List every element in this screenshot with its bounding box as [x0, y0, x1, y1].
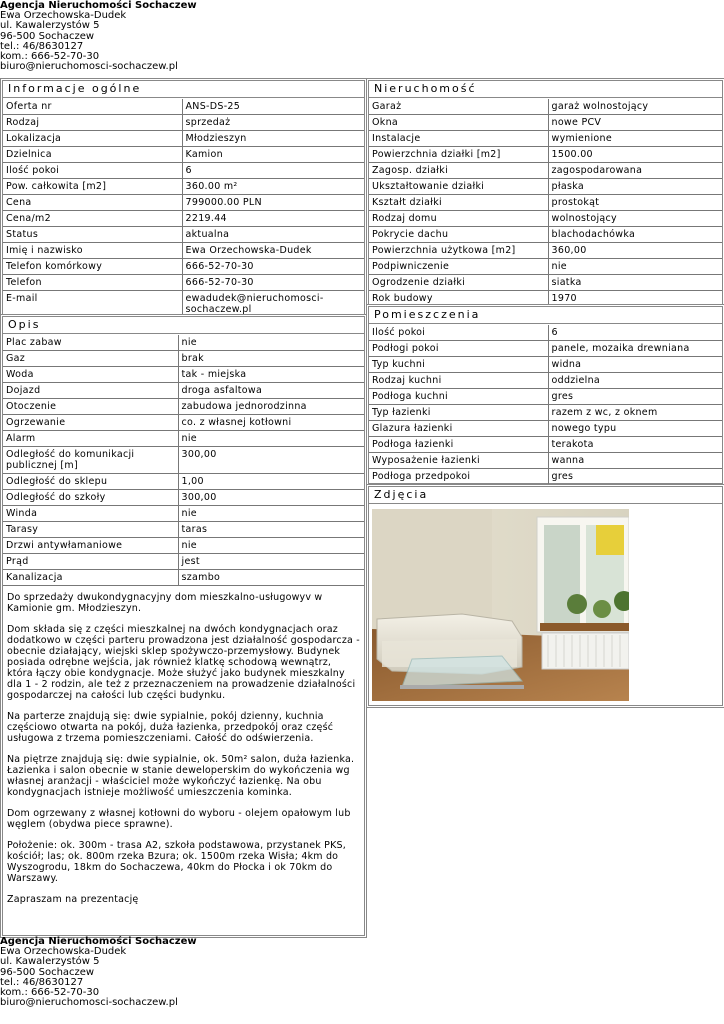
table-row: [3, 179, 364, 195]
row-label: Okna: [369, 115, 548, 131]
agency-city: 96-500 Sochaczew: [0, 966, 95, 978]
agency-footer: [0, 937, 197, 1008]
table-row: [3, 506, 364, 522]
agency-name: Agencja Nieruchomości Sochaczew: [0, 0, 197, 11]
row-label: Otoczenie: [3, 399, 178, 415]
general-info-title: Informacje ogólne: [3, 81, 364, 98]
row-value: tak - miejska: [178, 367, 364, 383]
row-label: Podpiwniczenie: [369, 259, 548, 275]
row-value: 300,00: [178, 447, 364, 474]
description-table: [3, 335, 364, 586]
description-text: [3, 586, 364, 905]
row-value: gres: [548, 389, 722, 405]
table-row: [369, 357, 722, 373]
agency-tel: tel.: 46/8630127: [0, 976, 84, 988]
table-row: [3, 383, 364, 399]
table-row: [3, 147, 364, 163]
row-value: Młodzieszyn: [182, 131, 364, 147]
row-label: Glazura łazienki: [369, 421, 548, 437]
row-value: prostokąt: [548, 195, 722, 211]
row-value: nie: [178, 538, 364, 554]
table-row: [3, 351, 364, 367]
row-value: widna: [548, 357, 722, 373]
rooms-title: Pomieszczenia: [369, 307, 722, 324]
table-row: [3, 259, 364, 275]
description-section: [2, 316, 365, 936]
row-value: 2219.44: [182, 211, 364, 227]
row-value: 300,00: [178, 490, 364, 506]
table-row: [369, 147, 722, 163]
row-label: Telefon komórkowy: [3, 259, 182, 275]
row-value: ewadudek@nieruchomosci-sochaczew.pl: [182, 291, 364, 318]
row-label: Alarm: [3, 431, 178, 447]
row-value: 6: [548, 325, 722, 341]
row-label: Typ łazienki: [369, 405, 548, 421]
row-value: gres: [548, 469, 722, 485]
table-row: [3, 335, 364, 351]
table-row: [369, 243, 722, 259]
table-row: [3, 243, 364, 259]
row-label: Drzwi antywłamaniowe: [3, 538, 178, 554]
row-label: Ilość pokoi: [369, 325, 548, 341]
living-room-image: [372, 509, 629, 701]
row-label: Podłoga kuchni: [369, 389, 548, 405]
row-label: Podłoga przedpokoi: [369, 469, 548, 485]
table-row: [369, 259, 722, 275]
general-info-table: [3, 99, 364, 318]
row-label: Garaż: [369, 99, 548, 115]
row-value: sprzedaż: [182, 115, 364, 131]
table-row: [369, 275, 722, 291]
row-value: nie: [178, 431, 364, 447]
row-value: szambo: [178, 570, 364, 586]
general-info-section: [2, 80, 365, 315]
row-value: nie: [178, 335, 364, 351]
table-row: [3, 554, 364, 570]
table-row: [3, 131, 364, 147]
row-label: Powierzchnia użytkowa [m2]: [369, 243, 548, 259]
table-row: [3, 522, 364, 538]
row-label: Ilość pokoi: [3, 163, 182, 179]
row-value: droga asfaltowa: [178, 383, 364, 399]
table-row: [3, 211, 364, 227]
row-value: co. z własnej kotłowni: [178, 415, 364, 431]
agency-person: Ewa Orzechowska-Dudek: [0, 946, 127, 958]
row-value: 6: [182, 163, 364, 179]
row-label: Podłoga łazienki: [369, 437, 548, 453]
row-label: Odległość do szkoły: [3, 490, 178, 506]
row-value: zagospodarowana: [548, 163, 722, 179]
row-value: 1500.00: [548, 147, 722, 163]
agency-street: ul. Kawalerzystów 5: [0, 956, 100, 968]
table-row: [369, 469, 722, 485]
agency-city: 96-500 Sochaczew: [0, 30, 95, 42]
row-value: 666-52-70-30: [182, 275, 364, 291]
property-title: Nieruchomość: [369, 81, 722, 98]
row-label: Ogrzewanie: [3, 415, 178, 431]
table-row: [3, 367, 364, 383]
row-value: terakota: [548, 437, 722, 453]
agency-tel: tel.: 46/8630127: [0, 40, 84, 52]
row-label: Gaz: [3, 351, 178, 367]
row-label: Odległość do sklepu: [3, 474, 178, 490]
row-label: Rodzaj: [3, 115, 182, 131]
row-value: panele, mozaika drewniana: [548, 341, 722, 357]
agency-kom: kom.: 666-52-70-30: [0, 987, 100, 999]
row-value: 666-52-70-30: [182, 259, 364, 275]
rooms-table: [369, 325, 722, 485]
table-row: [369, 99, 722, 115]
description-paragraph: Do sprzedaży dwukondygnacyjny dom mieszkalno-usługowyv w Kamionie gm. Młodzieszyn.: [7, 592, 323, 614]
row-value: nie: [178, 506, 364, 522]
table-row: [3, 490, 364, 506]
agency-header: [0, 1, 197, 72]
row-label: Rok budowy: [369, 291, 548, 307]
property-section: [368, 80, 723, 305]
agency-street: ul. Kawalerzystów 5: [0, 20, 100, 32]
row-label: Ogrodzenie działki: [369, 275, 548, 291]
description-paragraph: Zapraszam na prezentację: [7, 894, 139, 905]
row-label: Dojazd: [3, 383, 178, 399]
description-title: Opis: [3, 317, 364, 334]
table-row: [369, 325, 722, 341]
row-value: 360.00 m²: [182, 179, 364, 195]
table-row: [3, 115, 364, 131]
table-row: [3, 195, 364, 211]
table-row: [3, 399, 364, 415]
agency-email[interactable]: biuro@nieruchomosci-sochaczew.pl: [0, 61, 178, 73]
row-label: Dzielnica: [3, 147, 182, 163]
row-label: Imię i nazwisko: [3, 243, 182, 259]
table-row: [3, 99, 364, 115]
row-label: Plac zabaw: [3, 335, 178, 351]
table-row: [369, 195, 722, 211]
property-table: [369, 99, 722, 307]
row-label: Status: [3, 227, 182, 243]
row-value: nowego typu: [548, 421, 722, 437]
row-value: aktualna: [182, 227, 364, 243]
row-value: wolnostojący: [548, 211, 722, 227]
table-row: [369, 373, 722, 389]
agency-kom: kom.: 666-52-70-30: [0, 51, 100, 63]
row-value: zabudowa jednorodzinna: [178, 399, 364, 415]
row-label: Ukształtowanie działki: [369, 179, 548, 195]
table-row: [3, 474, 364, 490]
row-value: wanna: [548, 453, 722, 469]
row-value: ANS-DS-25: [182, 99, 364, 115]
agency-email[interactable]: biuro@nieruchomosci-sochaczew.pl: [0, 997, 178, 1009]
table-row: [369, 227, 722, 243]
table-row: [3, 447, 364, 474]
row-value: wymienione: [548, 131, 722, 147]
living-room-photo[interactable]: [372, 509, 629, 701]
row-label: Cena: [3, 195, 182, 211]
table-row: [3, 291, 364, 318]
row-value: Kamion: [182, 147, 364, 163]
row-value: brak: [178, 351, 364, 367]
description-paragraph: Na parterze znajdują się: dwie sypialnie, pokój dzienny, kuchnia częściowo otwarta na pokój, duża łazienka, przedpokój oraz część usługowa z trzema pomieszczeniami. Całość do odświerzenia.: [7, 711, 334, 744]
row-label: Kształt działki: [369, 195, 548, 211]
agency-name: Agencja Nieruchomości Sochaczew: [0, 936, 197, 947]
row-label: Odległość do komunikacji publicznej [m]: [3, 447, 178, 474]
row-value: blachodachówka: [548, 227, 722, 243]
row-label: Rodzaj kuchni: [369, 373, 548, 389]
table-row: [369, 405, 722, 421]
row-label: Cena/m2: [3, 211, 182, 227]
agency-person: Ewa Orzechowska-Dudek: [0, 10, 127, 22]
row-value: 360,00: [548, 243, 722, 259]
table-row: [3, 163, 364, 179]
row-label: Telefon: [3, 275, 182, 291]
table-row: [3, 538, 364, 554]
row-label: Prąd: [3, 554, 178, 570]
row-value: 1,00: [178, 474, 364, 490]
table-row: [369, 453, 722, 469]
row-label: Powierzchnia działki [m2]: [369, 147, 548, 163]
row-value: nowe PCV: [548, 115, 722, 131]
row-label: Zagosp. działki: [369, 163, 548, 179]
row-value: oddzielna: [548, 373, 722, 389]
table-row: [369, 341, 722, 357]
rooms-section: [368, 306, 723, 484]
row-label: Lokalizacja: [3, 131, 182, 147]
table-row: [369, 389, 722, 405]
table-row: [369, 437, 722, 453]
table-row: [3, 431, 364, 447]
table-row: [3, 415, 364, 431]
table-row: [369, 211, 722, 227]
table-row: [369, 131, 722, 147]
description-paragraph: Dom ogrzewany z własnej kotłowni do wyboru - olejem opałowym lub węglem (obydwa piece sprawne).: [7, 808, 351, 830]
table-row: [369, 115, 722, 131]
photos-title: Zdjęcia: [369, 487, 722, 504]
row-value: płaska: [548, 179, 722, 195]
row-value: jest: [178, 554, 364, 570]
row-label: Woda: [3, 367, 178, 383]
row-label: Oferta nr: [3, 99, 182, 115]
row-label: Instalacje: [369, 131, 548, 147]
row-label: Pow. całkowita [m2]: [3, 179, 182, 195]
table-row: [369, 421, 722, 437]
row-label: Rodzaj domu: [369, 211, 548, 227]
description-paragraph: Położenie: ok. 300m - trasa A2, szkoła podstawowa, przystanek PKS, kościół; las; ok. 800m rzeka Bzura; ok. 1500m rzeka Wisła; 4km do Wyszogrodu, 18km do Sochaczewa, 40km do Płocka i ok 70km do Warszawy.: [7, 840, 346, 884]
row-value: siatka: [548, 275, 722, 291]
photos-section: [368, 486, 723, 706]
table-row: [369, 179, 722, 195]
row-label: Typ kuchni: [369, 357, 548, 373]
row-value: 799000.00 PLN: [182, 195, 364, 211]
table-row: [369, 291, 722, 307]
row-label: Pokrycie dachu: [369, 227, 548, 243]
row-label: Kanalizacja: [3, 570, 178, 586]
table-row: [3, 227, 364, 243]
row-value: taras: [178, 522, 364, 538]
row-value: nie: [548, 259, 722, 275]
description-paragraph: Na piętrze znajdują się: dwie sypialnie, ok. 50m² salon, duża łazienka. Łazienka i salon obecnie w stanie deweloperskim do wykończenia wg własnej aranżacji - właściciel może wykończyć łazienkę. Na obu kondygnacjach istnieje możliwość umieszczenia kominka.: [7, 754, 355, 798]
row-value: Ewa Orzechowska-Dudek: [182, 243, 364, 259]
row-label: Tarasy: [3, 522, 178, 538]
row-label: Winda: [3, 506, 178, 522]
table-row: [3, 275, 364, 291]
description-paragraph: Dom składa się z części mieszkalnej na dwóch kondygnacjach oraz dodatkowo w części parteru prowadzona jest działalność gospodarcza - obecnie działający, wiejski sklep spożywczo-przemysłowy. Budynek posiada odrębne wejścia, jak również klatkę schodową wewnątrz, która łączy obie kondygnacje. Może służyć jako budynek mieszkalny dla 1 - 2 rodzin, ale też z przeznaczeniem na prowadzenie działalności gospodarczej na całości lub części budynku.: [7, 624, 360, 701]
row-label: Wyposażenie łazienki: [369, 453, 548, 469]
row-value: 1970: [548, 291, 722, 307]
table-row: [3, 570, 364, 586]
row-value: garaż wolnostojący: [548, 99, 722, 115]
row-label: E-mail: [3, 291, 182, 318]
row-label: Podłogi pokoi: [369, 341, 548, 357]
row-value: razem z wc, z oknem: [548, 405, 722, 421]
table-row: [369, 163, 722, 179]
